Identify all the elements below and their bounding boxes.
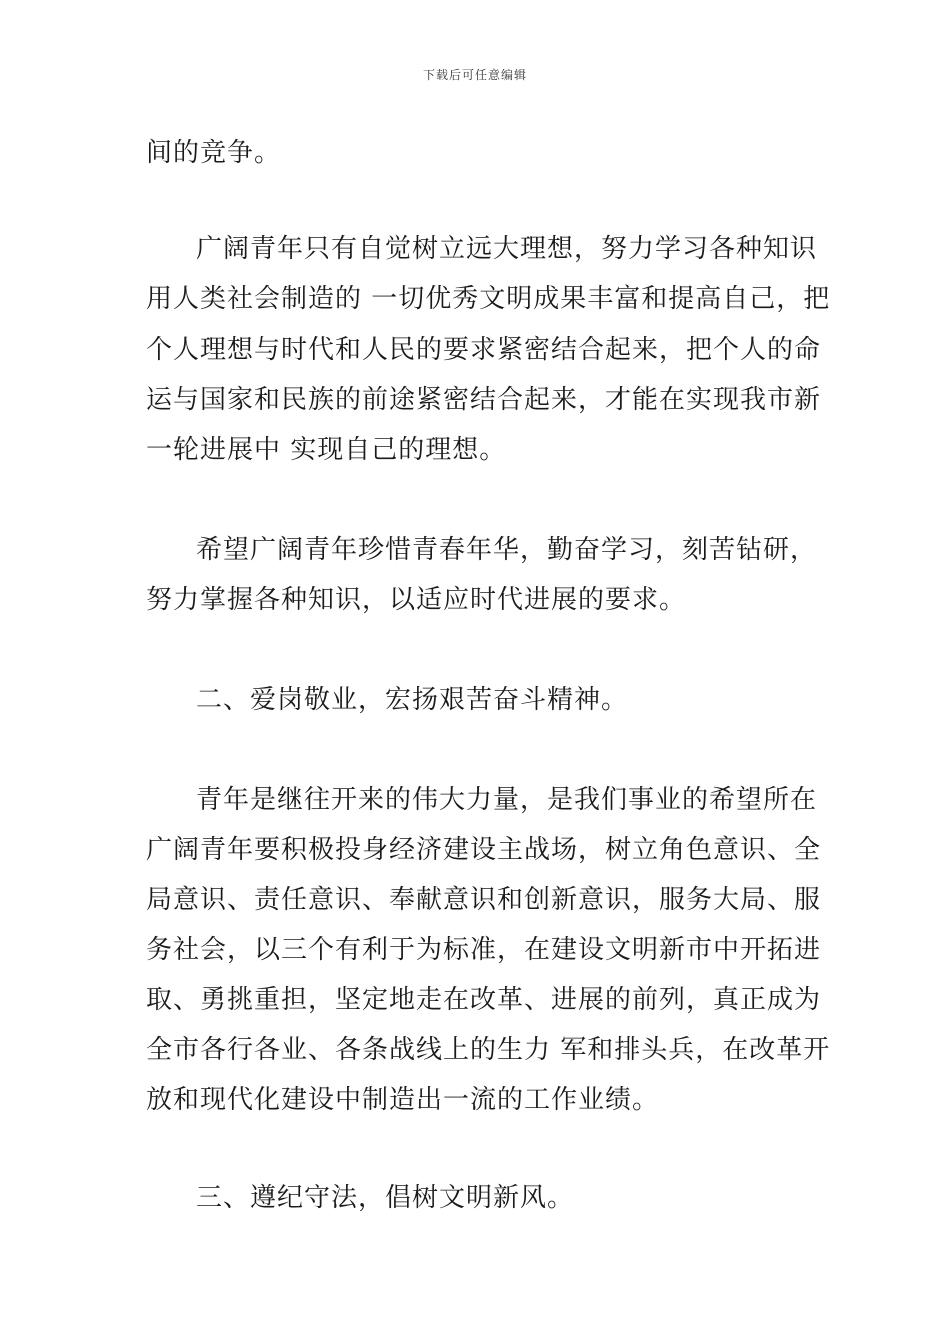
- paragraph-first-line: 希望广阔青年珍惜青春年华，勤奋学习，刻苦钻研，: [196, 535, 818, 565]
- text-line: 广阔青年要积极投身经济建设主战场，树立角色意识、全: [146, 835, 822, 865]
- text-line: 取、勇挑重担，坚定地走在改革、进展的前列，真正成为: [146, 985, 822, 1015]
- section-heading: 三、遵纪守法，倡树文明新风。: [196, 1183, 575, 1213]
- text-line: 局意识、责任意识、奉献意识和创新意识，服务大局、服: [146, 885, 822, 915]
- text-line: 全市各行各业、各条战线上的生力 军和排头兵，在改革开: [146, 1035, 831, 1065]
- text-line: 运与国家和民族的前途紧密结合起来，才能在实现我市新: [146, 385, 822, 415]
- text-line: 一轮进展中 实现自己的理想。: [146, 435, 507, 465]
- text-line: 放和现代化建设中制造出一流的工作业绩。: [146, 1085, 660, 1115]
- paragraph-first-line: 青年是继往开来的伟大力量，是我们事业的希望所在: [196, 785, 818, 815]
- text-line: 间的竞争。: [146, 138, 282, 168]
- text-line: 务社会，以三个有利于为标准，在建设文明新市中开拓进: [146, 935, 822, 965]
- text-line: 个人理想与时代和人民的要求紧密结合起来，把个人的命: [146, 335, 822, 365]
- text-line: 用人类社会制造的 一切优秀文明成果丰富和提高自己，把: [146, 284, 831, 314]
- text-line: 努力掌握各种知识，以适应时代进展的要求。: [146, 585, 687, 615]
- paragraph-first-line: 广阔青年只有自觉树立远大理想，努力学习各种知识: [196, 234, 818, 264]
- section-heading: 二、爱岗敬业，宏扬艰苦奋斗精神。: [196, 685, 629, 715]
- header-note: 下载后可任意编辑: [422, 68, 527, 82]
